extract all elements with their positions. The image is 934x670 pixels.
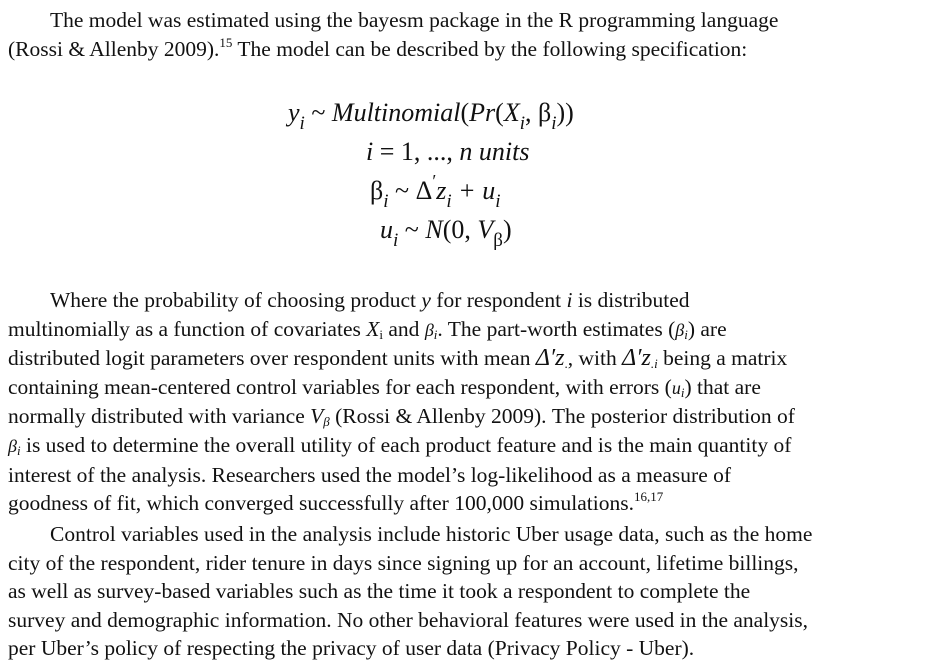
text-run: multinomially as a function of covariates [8, 316, 367, 341]
control-variables-paragraph [8, 520, 812, 663]
explanation-line-1 [8, 286, 795, 315]
var-delta-z: Δ′z [535, 345, 565, 372]
equation-multinomial-text: $y_i$ ~ $Multinomial(Pr(X_i$, $\beta_i$)) [288, 98, 574, 134]
equation-units [366, 137, 529, 167]
control-line-2: city of the respondent, rider tenure in days since signing up for an account, lifetime billings, [8, 550, 799, 575]
var-beta: β [675, 319, 685, 340]
text-run: , with [567, 346, 623, 371]
footnote-marker-16-17: 16,17 [633, 489, 664, 505]
intro-line-2 [8, 35, 778, 64]
equation-multinomial [288, 98, 574, 134]
var-i: i [566, 288, 573, 312]
text-run: ) are [687, 316, 727, 341]
text-run: for respondent [430, 288, 567, 312]
var-beta: β [8, 435, 17, 456]
var-X-subscript: i [379, 326, 384, 342]
explanation-paragraph [8, 286, 795, 518]
explanation-line-6 [8, 431, 795, 461]
var-y: y [421, 288, 431, 312]
explanation-line-7: interest of the analysis. Researchers used the model’s log-likelihood as a measure of [8, 462, 732, 487]
explanation-line-4 [8, 373, 795, 403]
var-delta-z-subscript: . [564, 356, 568, 372]
control-line-4: survey and demographic information. No other behavioral features were used in the analysis, [8, 607, 809, 632]
control-line-3: as well as survey-based variables such as the time it took a respondent to complete the [8, 579, 751, 604]
intro-paragraph [8, 6, 778, 63]
equation-units-text: i = 1, ..., n units [366, 137, 530, 166]
text-run: is used to determine the overall utility of each product feature and is the main quantity of [20, 432, 792, 457]
control-line-5: per Uber’s policy of respecting the privacy of user data (Privacy Policy - Uber). [8, 636, 695, 661]
var-u-subscript: i [680, 384, 685, 400]
equation-error-dist [380, 215, 512, 251]
text-run: containing mean-centered control variables for each respondent, with errors ( [8, 374, 672, 399]
var-u: u [671, 377, 681, 398]
explanation-line-5 [8, 402, 795, 431]
explanation-line-2 [8, 315, 795, 345]
text-run: being a matrix [657, 346, 788, 371]
intro-line-2-rest: The model can be described by the following specification: [232, 36, 748, 61]
var-delta-z-subscript: .i [650, 356, 658, 372]
var-beta: β [424, 319, 434, 340]
text-run: and [383, 316, 425, 341]
footnote-marker-15: 15 [219, 34, 233, 50]
text-run: Where the probability of choosing product [50, 288, 422, 312]
var-beta-subscript: i [433, 326, 438, 342]
text-run: (Rossi & Allenby 2009). The posterior distribution of [329, 404, 795, 429]
var-V: V [310, 404, 324, 429]
citation-rossi-allenby: (Rossi & Allenby 2009). [8, 36, 220, 61]
intro-line-1: The model was estimated using the bayesm package in the R programming language [50, 8, 779, 32]
equation-error-dist-text: $u_i$ ~ N(0, $V_\beta$) [380, 215, 512, 251]
var-delta-z: Δ′z [622, 345, 651, 372]
text-run: normally distributed with variance [8, 404, 311, 429]
text-run: ) that are [684, 374, 761, 399]
explanation-line-8 [8, 489, 795, 518]
text-run: goodness of fit, which converged successfully after 100,000 simulations. [8, 491, 634, 516]
equation-beta-prior-text: $\beta_i$ ~ $\Delta'z_i + u_i$ [370, 171, 501, 212]
text-run: distributed logit parameters over respondent units with mean [8, 346, 536, 371]
var-beta-subscript: i [16, 442, 21, 458]
var-X: X [366, 316, 380, 341]
explanation-line-3 [8, 344, 795, 373]
equation-beta-prior [370, 171, 501, 212]
var-V-subscript: β [323, 414, 330, 430]
text-run: is distributed [572, 288, 690, 312]
control-line-1: Control variables used in the analysis include historic Uber usage data, such as the home [50, 522, 813, 546]
text-run: . The part-worth estimates ( [437, 316, 676, 341]
var-beta-subscript: i [684, 326, 688, 342]
